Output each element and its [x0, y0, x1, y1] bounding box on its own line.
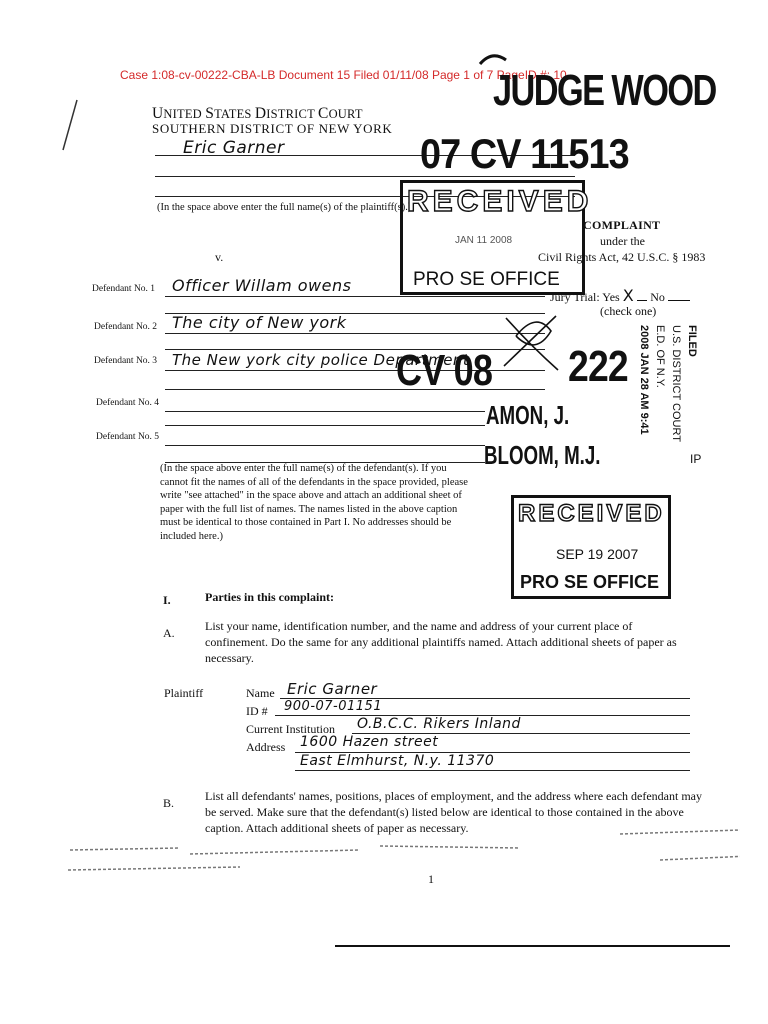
defendant-line	[165, 445, 485, 446]
check-one: (check one)	[600, 304, 657, 318]
bottom-rule	[335, 945, 730, 947]
defendant-value: Officer Willam owens	[172, 276, 352, 295]
scan-noise-decoration	[60, 820, 740, 880]
defendant-label: Defendant No. 5	[96, 432, 160, 442]
case-number-222: 222	[568, 342, 628, 391]
stray-mark-icon	[478, 50, 508, 66]
defendant-line	[165, 333, 545, 334]
margin-scribble-icon	[55, 95, 85, 155]
complaint-under: under the	[600, 234, 645, 248]
address-value-1: 1600 Hazen street	[300, 734, 439, 750]
name-value: Eric Garner	[287, 680, 378, 698]
defendant-label: Defendant No. 4	[96, 398, 160, 408]
case-number-bottom: CV 08	[396, 346, 493, 395]
defendant-line	[165, 425, 485, 426]
item-a-text: List your name, identification number, and the name and address of your current place of confinement. Do the same for any additional plaintiffs named. Attach additional sheets of paper as necessary.	[205, 619, 677, 665]
address-label: Address	[246, 740, 286, 754]
received-stamp-top: RECEIVED JAN 11 2008 PRO SE OFFICE	[400, 180, 585, 295]
judge-stamp: JUDGE WOOD	[493, 66, 716, 115]
court-line-1: UNITED STATES DISTRICT COURT	[152, 105, 363, 122]
institution-label: Current Institution	[246, 722, 335, 736]
defendant-value: The New york city police Department	[172, 351, 470, 369]
defendant-label: Defendant No. 2	[94, 322, 158, 332]
jury-yes: Yes	[602, 290, 620, 304]
versus: v.	[215, 250, 224, 264]
defendant-line	[165, 411, 485, 412]
received-stamp-bottom: RECEIVED SEP 19 2007 PRO SE OFFICE	[511, 495, 671, 599]
id-value: 900-07-01151	[284, 699, 383, 714]
judge-bloom: BLOOM, M.J.	[484, 440, 601, 470]
defendant-label: Defendant No. 3	[94, 356, 158, 366]
jury-label: Jury Trial:	[550, 290, 600, 304]
margin-mark: IP	[690, 452, 702, 466]
complaint-title: COMPLAINT	[583, 218, 661, 232]
item-b-text: List all defendants' names, positions, places of employment, and the address where each defendant may be served. Make sure that the defendant(s) listed below are identical to those contained in the above caption. Attach additional sheets of paper as necessary.	[205, 789, 703, 835]
section-number: I.	[163, 593, 171, 607]
plaintiff-name-caption: Eric Garner	[183, 138, 285, 158]
case-header-banner: Case 1:08-cv-00222-CBA-LB Document 15 Filed 01/11/08 Page 1 of 7 PageID #: 10	[120, 68, 567, 82]
signature-scribble-icon	[496, 306, 566, 376]
institution-value: O.B.C.C. Rikers Inland	[357, 716, 521, 732]
defendant-label: Defendant No. 1	[92, 284, 156, 294]
item-b-letter: B.	[163, 796, 175, 810]
plaintiff-label: Plaintiff	[164, 686, 204, 700]
jury-no: No	[650, 290, 665, 304]
defendant-value: The city of New york	[172, 313, 347, 332]
plaintiff-instruction: (In the space above enter the full name(s) of the plaintiff(s).)	[157, 202, 412, 213]
item-a-letter: A.	[163, 626, 175, 640]
section-title: Parties in this complaint:	[205, 590, 334, 604]
field-line	[295, 770, 690, 771]
page-number: 1	[428, 872, 434, 886]
complaint-act: Civil Rights Act, 42 U.S.C. § 1983	[538, 250, 706, 264]
court-line-2: SOUTHERN DISTRICT OF NEW YORK	[152, 121, 393, 136]
address-value-2: East Elmhurst, N.y. 11370	[300, 753, 495, 769]
judge-amon: AMON, J.	[486, 400, 570, 430]
filed-stamp: FILED U.S. DISTRICT COURT E.D. OF N.Y. 2008 JAN 28 AM 9:41	[638, 325, 698, 442]
jury-yes-mark[interactable]: X	[622, 286, 635, 305]
defendant-instruction: (In the space above enter the full name(s) of the defendant(s). If you cannot fit the names of all of the defendants in the space provided, please write "see attached" in the space above and attach an additional sheet of paper with the full list of names. The names listed in the above caption must be identical to those contained in Part I. No addresses should be included here.)	[160, 463, 468, 542]
jury-trial-row	[550, 286, 690, 305]
id-label: ID #	[246, 704, 268, 718]
defendant-line	[165, 296, 545, 297]
case-number-top: 07 CV 11513	[420, 130, 629, 177]
name-label: Name	[246, 686, 275, 700]
